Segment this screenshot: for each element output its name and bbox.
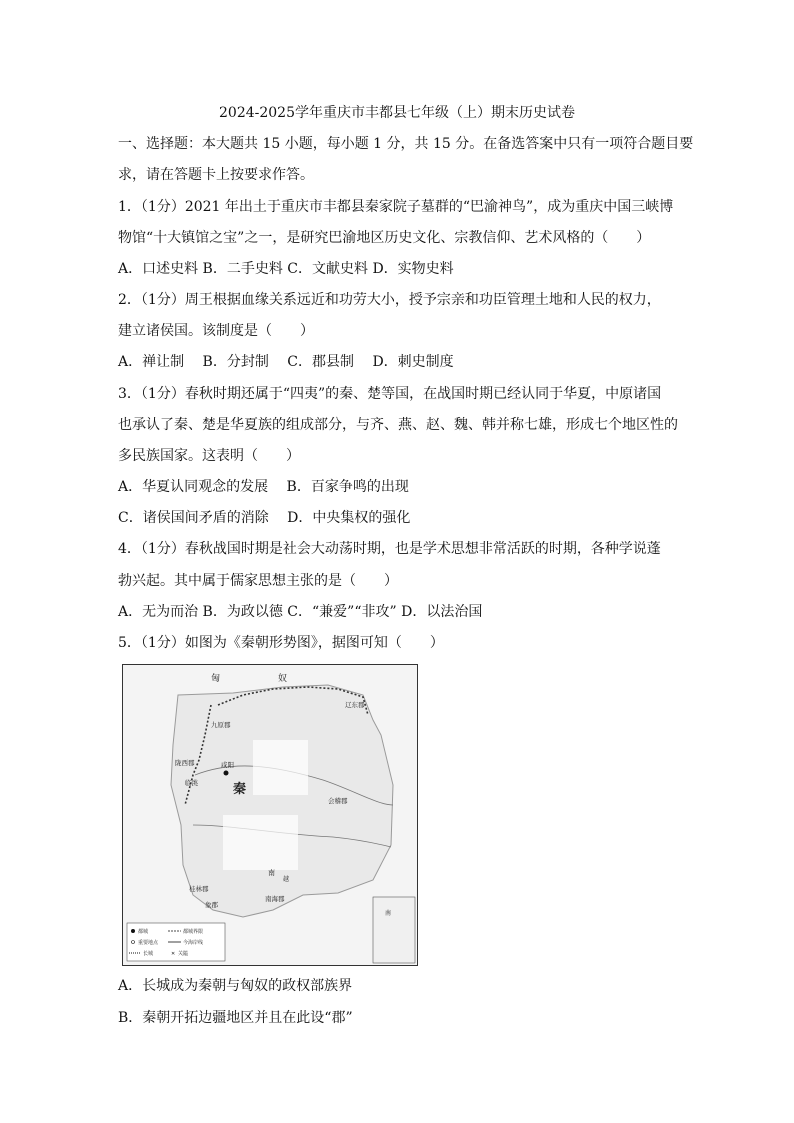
map-label-xiang: 象郡 [205, 901, 218, 909]
question-5-option-b: B．秦朝开拓边疆地区并且在此设“郡” [118, 1010, 353, 1026]
map-label-qin: 秦 [233, 782, 247, 797]
legend-pass: 关隘 [178, 951, 189, 957]
legend-capital-icon [131, 929, 135, 933]
map-label-longxi: 陇西郡 [175, 759, 195, 767]
qin-territory [171, 685, 393, 917]
map-label-lintao: 临洮 [185, 779, 198, 787]
map-label-liaodong: 辽东郡 [345, 701, 365, 709]
legend-border: 都城界限 [183, 929, 204, 935]
question-5-stem: 5．（1分）如图为《秦朝形势图》，据图可知（ ） [118, 635, 444, 651]
map-label-nan: 南 [268, 869, 275, 877]
map-blank-patch [223, 815, 298, 870]
map-label-yue: 越 [283, 876, 290, 883]
qin-map-figure [122, 664, 418, 966]
exam-title: 2024-2025学年重庆市丰都县七年级（上）期末历史试卷 [219, 105, 575, 121]
map-label-guilin: 桂林郡 [189, 885, 209, 893]
question-4-stem: 勃兴起。其中属于儒家思想主张的是（ ） [118, 573, 398, 589]
map-label-jiuyuan: 九原郡 [211, 721, 231, 729]
capital-marker [224, 771, 229, 776]
legend-capital: 都城 [138, 929, 149, 935]
question-3-stem: 也承认了秦、楚是华夏族的组成部分，与齐、燕、赵、魏、韩并称七雄，形成七个地区性的 [118, 417, 678, 433]
question-2-options: A．禅让制 B．分封制 C．郡县制 D．刺史制度 [118, 354, 454, 370]
question-1-stem: 物馆“十大镇馆之宝”之一，是研究巴渝地区历史文化、宗教信仰、艺术风格的（ ） [118, 230, 651, 246]
legend-coast: 今海岸线 [183, 940, 204, 946]
inset-label: 南 [385, 910, 392, 917]
map-label-xianyang: 咸阳 [221, 761, 234, 769]
question-4-options: A．无为而治 B．为政以德 C．“兼爱”“非攻” D．以法治国 [118, 604, 483, 620]
qin-map [123, 665, 417, 965]
question-5-option-a: A．长城成为秦朝与匈奴的政权部族界 [118, 978, 353, 994]
question-2-stem: 2．（1分）周王根据血缘关系远近和功劳大小，授予宗亲和功臣管理土地和人民的权力， [118, 292, 661, 308]
question-3-stem: 多民族国家。这表明（ ） [118, 448, 300, 464]
legend-wall: 长城 [143, 951, 154, 957]
legend-pass-icon: ✕ [171, 951, 176, 957]
map-label-xiongnu: 匈 [211, 674, 221, 684]
legend-place: 重要地点 [138, 940, 159, 946]
question-2-stem: 建立诸侯国。该制度是（ ） [118, 323, 314, 339]
question-3-option-row: C．诸侯国间矛盾的消除 D．中央集权的强化 [118, 510, 411, 526]
south-sea-inset [373, 897, 415, 963]
question-1-options: A．口述史料 B．二手史料 C．文献史料 D．实物史料 [118, 261, 454, 277]
section-instruction-line: 求，请在答题卡上按要求作答。 [118, 167, 314, 183]
map-label-nanhai: 南海郡 [265, 895, 285, 903]
map-label-kuaiji: 会稽郡 [328, 797, 348, 805]
map-label-xiongnu: 奴 [278, 674, 288, 684]
question-3-stem: 3．（1分）春秋时期还属于“四夷”的秦、楚等国，在战国时期已经认同于华夏，中原诸国 [118, 386, 662, 402]
section-instruction-line: 一、选择题：本大题共 15 小题，每小题 1 分，共 15 分。在备选答案中只有一项符合题目要 [118, 136, 694, 152]
question-1-stem: 1．（1分）2021 年出土于重庆市丰都县秦家院子墓群的“巴渝神鸟”，成为重庆中国三峡博 [118, 199, 674, 215]
question-3-option-row: A．华夏认同观念的发展 B．百家争鸣的出现 [118, 479, 409, 495]
map-blank-patch [253, 740, 308, 795]
question-4-stem: 4．（1分）春秋战国时期是社会大动荡时期，也是学术思想非常活跃的时期，各种学说蓬 [118, 541, 661, 557]
